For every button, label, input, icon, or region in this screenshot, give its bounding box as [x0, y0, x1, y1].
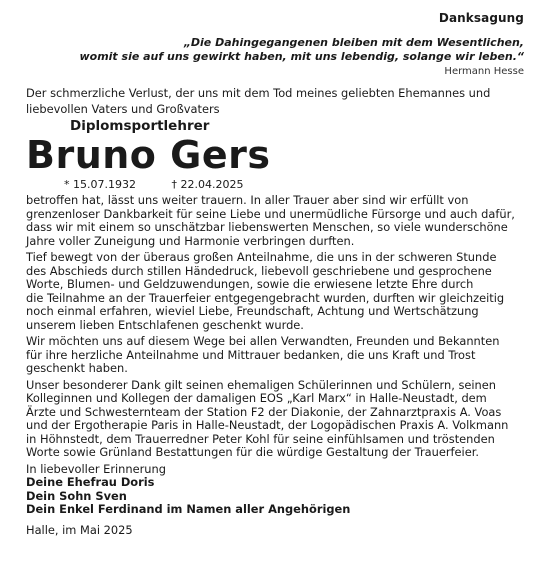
text-line: Wir möchten uns auf diesem Wege bei allen Verwandten, Freunden und Bekannten: [26, 334, 500, 348]
text-line: des Abschieds durch stillen Händedruck, liebevoll geschriebene und gesprochene: [26, 263, 492, 278]
text-line: Unser besonderer Dank gilt seinen ehemaligen Schülerinnen und Schülern, seinen: [26, 377, 497, 392]
intro-line: Der schmerzliche Verlust, der uns mit dem Tod meines geliebten Ehemannes und: [26, 86, 491, 100]
text-line: geschenkt haben.: [26, 361, 128, 375]
text-line: Ärzte und Schwesternteam der Station F2 der Diakonie, der Zahnarztpraxis A. Voas: [26, 404, 502, 419]
text-line: für ihre herzliche Anteilnahme und Mittrauer bedanken, die uns Kraft und Trost: [26, 347, 476, 362]
death-date: † 22.04.2025: [171, 178, 244, 191]
text-line: betroffen hat, lässt uns weiter trauern. In aller Trauer aber sind wir erfüllt von: [26, 193, 469, 207]
paragraph-gratitude: [26, 194, 531, 248]
text-line: in Höhnstedt, dem Trauerredner Peter Kohl für seine einfühlsamen und tröstenden: [26, 431, 495, 446]
quote-line: womit sie auf uns gewirkt haben, mit uns lebendig, solange wir leben.“: [79, 50, 524, 63]
deceased-title: Diplomsportlehrer: [70, 118, 210, 134]
notice-heading: Danksagung: [438, 11, 524, 25]
closing-block: [26, 463, 531, 538]
place-date: Halle, im Mai 2025: [26, 522, 133, 537]
signature-grandson: Dein Enkel Ferdinand im Namen aller Angehörigen: [26, 502, 351, 516]
text-line: unserem lieben Entschlafenen geschenkt wurde.: [26, 317, 304, 332]
body-text: [26, 194, 531, 537]
paragraph-special-thanks: [26, 379, 531, 460]
paragraph-thanks-relatives: [26, 335, 531, 376]
deceased-name: Bruno Gers: [26, 133, 271, 177]
text-line: Worte, Blumen- und Geldzuwendungen, sowie die erwiesene letzte Ehre durch: [26, 277, 474, 291]
birth-date: * 15.07.1932: [64, 178, 136, 191]
text-line: grenzenloser Dankbarkeit für seine Liebe und unermüdliche Fürsorge und auch dafür,: [26, 206, 515, 221]
signature-son: Dein Sohn Sven: [26, 488, 127, 503]
quote-author: Hermann Hesse: [444, 66, 524, 77]
text-line: noch einmal erfahren, wieviel Liebe, Freundschaft, Achtung und Wertschätzung: [26, 304, 479, 318]
closing-intro: In liebevoller Erinnerung: [26, 461, 166, 476]
memorial-quote: [79, 36, 524, 64]
text-line: und der Ergotherapie Paris in Halle-Neustadt, der Logopädischen Praxis A. Volkmann: [26, 418, 509, 432]
text-line: Worte sowie Grünland Bestattungen für die würdige Gestaltung der Trauerfeier.: [26, 445, 479, 459]
text-line: Tief bewegt von der überaus großen Anteilnahme, die uns in der schweren Stunde: [26, 250, 497, 264]
life-dates: [64, 178, 275, 191]
quote-line: „Die Dahingegangenen bleiben mit dem Wesentlichen,: [183, 36, 524, 49]
text-line: dass wir mit einem so unschätzbar liebenswerten Menschen, so viele wunderschöne: [26, 220, 508, 234]
paragraph-sympathy: [26, 251, 531, 332]
text-line: Kolleginnen und Kollegen der damaligen EOS „Karl Marx“ in Halle-Neustadt, dem: [26, 391, 487, 405]
text-line: Jahre voller Zuneigung und Harmonie verbringen durften.: [26, 233, 355, 248]
intro-text: [26, 86, 531, 117]
intro-line: liebevollen Vaters und Großvaters: [26, 101, 220, 116]
signature-wife: Deine Ehefrau Doris: [26, 475, 155, 489]
text-line: die Teilnahme an der Trauerfeier entgegengebracht wurden, durften wir gleichzeitig: [26, 290, 505, 305]
